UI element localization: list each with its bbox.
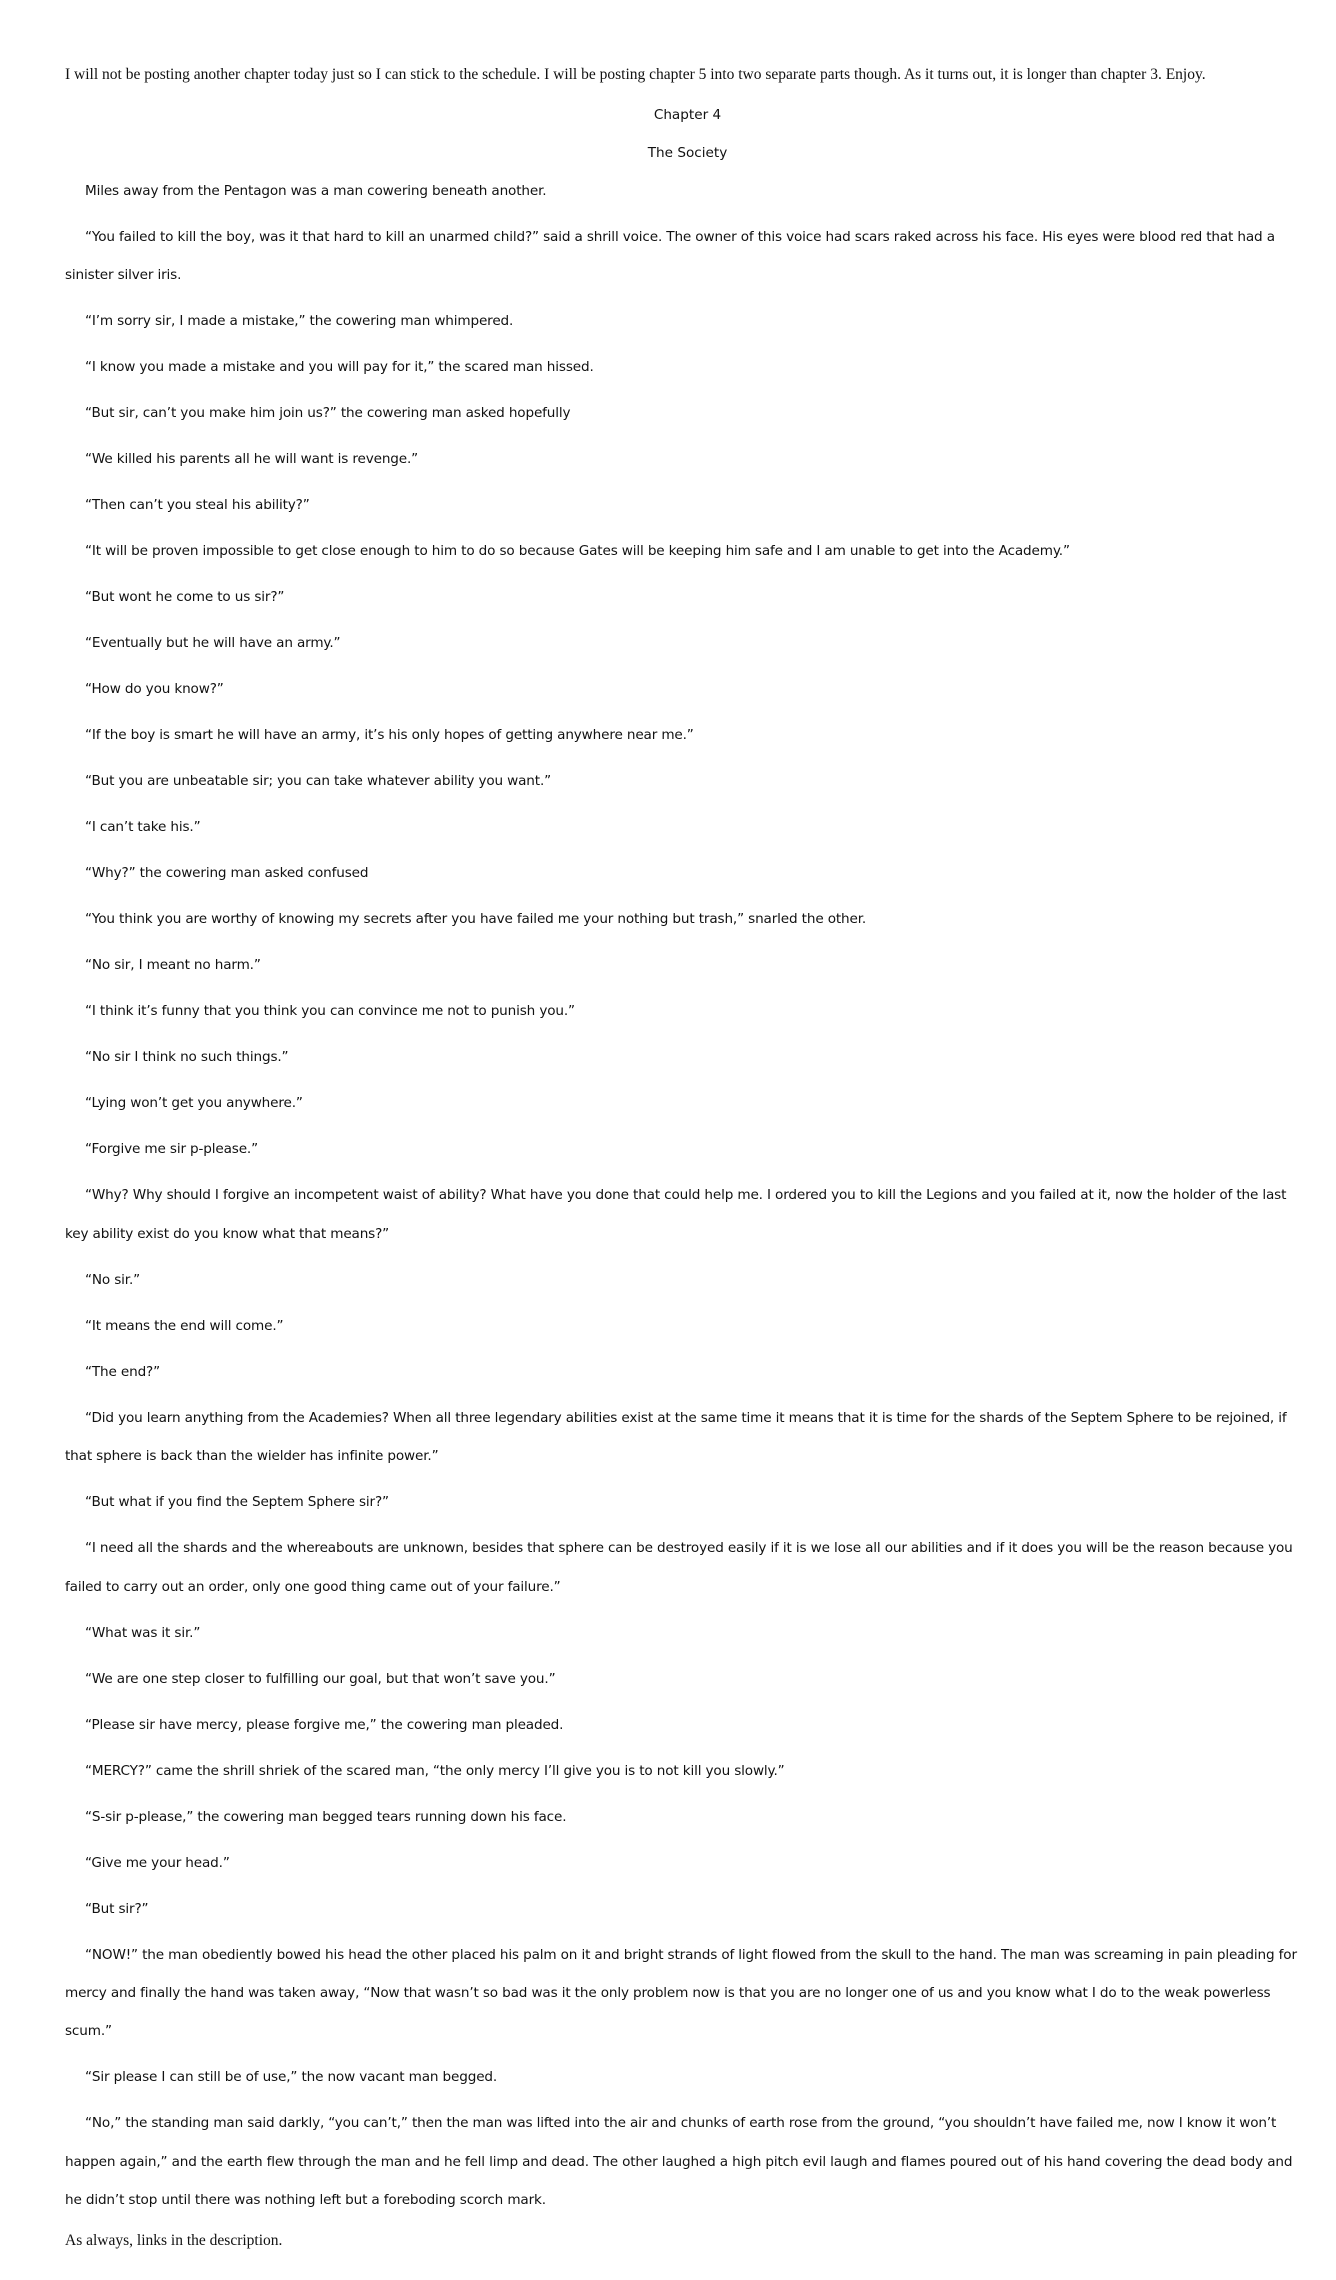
story-paragraph: “But you are unbeatable sir; you can take whatever ability you want.” <box>85 773 552 790</box>
story-paragraph: “How do you know?” <box>85 681 224 698</box>
story-paragraph: “No sir I think no such things.” <box>85 1049 289 1066</box>
story-paragraph: “Please sir have mercy, please forgive me,” the cowering man pleaded. <box>85 1716 564 1733</box>
story-paragraph: “We killed his parents all he will want is revenge.” <box>85 451 419 468</box>
story-paragraph: “I’m sorry sir, I made a mistake,” the cowering man whimpered. <box>85 313 514 330</box>
story-paragraph: “You failed to kill the boy, was it that hard to kill an unarmed child?” said a shrill voice. The owner of this voice had scars raked across his face. His eyes were blood red that had a sinister silver iris. <box>65 229 1275 284</box>
story-paragraph: “What was it sir.” <box>85 1624 201 1641</box>
story-paragraph: “But sir?” <box>85 1900 149 1917</box>
author-intro-note: I will not be posting another chapter today just so I can stick to the schedule. I will be posting chapter 5 into two separate parts though. As it turns out, it is longer than chapter 3. Enjoy. <box>65 66 1206 83</box>
story-paragraph: “Forgive me sir p-please.” <box>85 1141 258 1158</box>
chapter-title: The Society <box>647 145 728 161</box>
chapter-number: Chapter 4 <box>653 107 722 123</box>
author-outro-note: As always, links in the description. <box>65 2231 283 2249</box>
chapter-body <box>65 172 1310 2220</box>
document-page <box>65 62 1310 2262</box>
story-paragraph: “But what if you find the Septem Sphere sir?” <box>85 1494 389 1511</box>
story-paragraph: “It means the end will come.” <box>85 1317 284 1334</box>
story-paragraph: “No sir.” <box>85 1271 141 1288</box>
story-paragraph: Miles away from the Pentagon was a man cowering beneath another. <box>85 183 547 199</box>
story-paragraph: “Eventually but he will have an army.” <box>85 635 341 652</box>
story-paragraph: “We are one step closer to fulfilling our goal, but that won’t save you.” <box>85 1670 556 1687</box>
story-paragraph: “I know you made a mistake and you will pay for it,” the scared man hissed. <box>85 359 594 376</box>
story-paragraph: “Why?” the cowering man asked confused <box>85 865 369 882</box>
story-paragraph: “MERCY?” came the shrill shriek of the scared man, “the only mercy I’ll give you is to not kill you slowly.” <box>85 1762 785 1779</box>
story-paragraph: “Did you learn anything from the Academies? When all three legendary abilities exist at the same time it means that it is time for the shards of the Septem Sphere to be rejoined, if that sphere is back than the wielder has infinite power.” <box>65 1409 1287 1465</box>
story-paragraph: “But wont he come to us sir?” <box>85 589 285 606</box>
story-paragraph: “If the boy is smart he will have an army, it’s his only hopes of getting anywhere near me.” <box>85 727 694 744</box>
story-paragraph: “Why? Why should I forgive an incompetent waist of ability? What have you done that could help me. I ordered you to kill the Legions and you failed at it, now the holder of the last key ability exist do you know what that means?” <box>65 1187 1287 1242</box>
story-paragraph: “No,” the standing man said darkly, “you can’t,” then the man was lifted into the air and chunks of earth rose from the ground, “you shouldn’t have failed me, now I know it won’t happen again,” and the earth flew through the man and he fell limp and dead. The other laughed a high pitch evil laugh and flames poured out of his hand covering the dead body and he didn’t stop until there was nothing left but a foreboding scorch mark. <box>65 2115 1293 2209</box>
story-paragraph: “The end?” <box>85 1363 161 1380</box>
story-paragraph: “NOW!” the man obediently bowed his head the other placed his palm on it and bright strands of light flowed from the skull to the hand. The man was screaming in pain pleading for mercy and finally the hand was taken away, “Now that wasn’t so bad was it the only problem now is that you are no longer one of us and you know what I do to the weak powerless scum.” <box>65 1946 1297 2040</box>
story-paragraph: “But sir, can’t you make him join us?” the cowering man asked hopefully <box>85 405 571 422</box>
story-paragraph: “I can’t take his.” <box>85 819 201 836</box>
story-paragraph: “Sir please I can still be of use,” the now vacant man begged. <box>85 2069 498 2086</box>
story-paragraph: “Then can’t you steal his ability?” <box>85 497 310 514</box>
story-paragraph: “Lying won’t get you anywhere.” <box>85 1095 303 1112</box>
story-paragraph: “It will be proven impossible to get close enough to him to do so because Gates will be keeping him safe and I am unable to get into the Academy.” <box>85 543 1070 560</box>
story-paragraph: “No sir, I meant no harm.” <box>85 957 261 974</box>
story-paragraph: “You think you are worthy of knowing my secrets after you have failed me your nothing but trash,” snarled the other. <box>85 911 867 928</box>
story-paragraph: “Give me your head.” <box>85 1854 230 1871</box>
story-paragraph: “I need all the shards and the whereabouts are unknown, besides that sphere can be destroyed easily if it is we lose all our abilities and if it does you will be the reason because you failed to carry out an order, only one good thing came out of your failure.” <box>65 1540 1293 1595</box>
story-paragraph: “S-sir p-please,” the cowering man begged tears running down his face. <box>85 1808 567 1825</box>
story-paragraph: “I think it’s funny that you think you can convince me not to punish you.” <box>85 1003 575 1020</box>
